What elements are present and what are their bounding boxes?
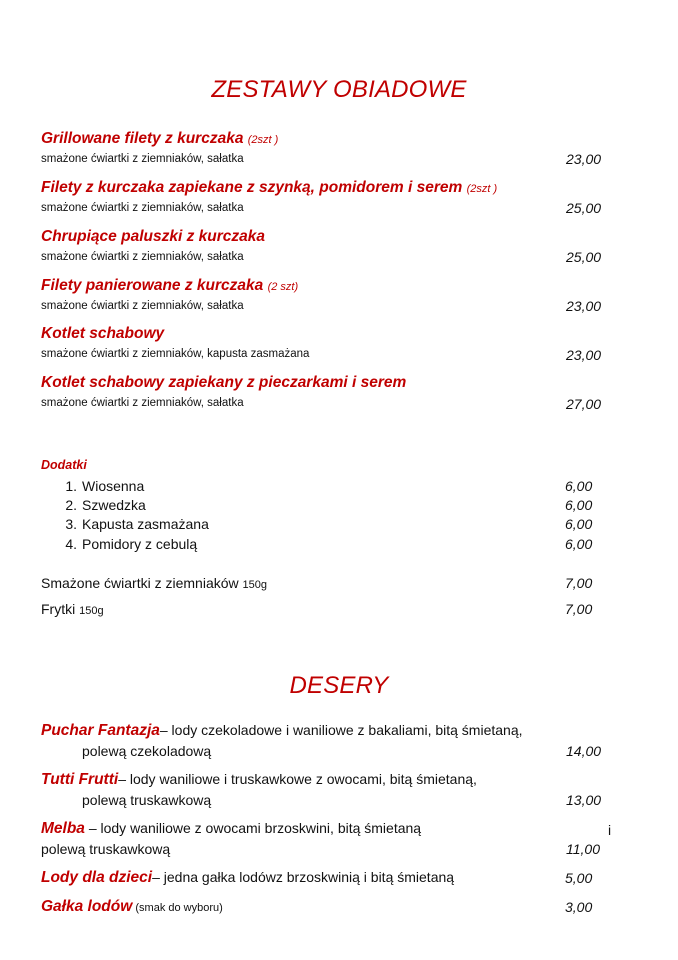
dessert-name: Puchar Fantazja [41, 722, 160, 739]
addon-price: 6,00 [565, 536, 593, 552]
addon-name: Kapusta zasmażana [82, 516, 209, 532]
dessert-price: 5,00 [565, 870, 593, 886]
dessert-description-stray: i [608, 822, 612, 838]
dessert-name: Melba [41, 820, 85, 837]
dessert-item [41, 820, 421, 838]
dessert-name: Gałka lodów [41, 898, 133, 915]
dessert-price: 14,00 [566, 743, 602, 759]
dessert-description-cont: polewą czekoladową [82, 743, 212, 759]
desserts-title: DESERY [289, 672, 389, 699]
dish-note: (2szt ) [466, 183, 498, 195]
addon-name: Wiosenna [82, 478, 145, 494]
dish-name: Filety panierowane z kurczaka (2 szt) [41, 277, 299, 294]
extra-item: Smażone ćwiartki z ziemniaków 150g [41, 575, 267, 591]
dessert-price: 3,00 [565, 899, 593, 915]
dish-name: Chrupiące paluszki z kurczaka [41, 228, 265, 245]
dish-name: Kotlet schabowy zapiekany z pieczarkami i serem [41, 374, 407, 391]
dish-name: Grillowane filety z kurczaka (2szt ) [41, 130, 279, 147]
addon-name: Pomidory z cebulą [82, 536, 198, 552]
addon-number: 2. [65, 497, 77, 513]
dish-price: 23,00 [566, 347, 602, 363]
dessert-item [41, 722, 523, 740]
dessert-description: – lody waniliowe i truskawkowe z owocami, bitą śmietaną, [118, 771, 477, 787]
dish-price: 25,00 [566, 249, 602, 265]
extra-price: 7,00 [565, 575, 593, 591]
dish-price: 27,00 [566, 396, 602, 412]
dish-price: 25,00 [566, 200, 602, 216]
dessert-name: Tutti Frutti [41, 771, 119, 788]
extra-weight: 150g [242, 579, 267, 591]
dessert-description: (smak do wyboru) [132, 902, 223, 914]
extra-price: 7,00 [565, 601, 593, 617]
addon-number: 1. [65, 478, 77, 494]
dessert-description: – jedna gałka lodówz brzoskwinią i bitą śmietaną [152, 869, 455, 885]
extra-item: Frytki 150g [41, 601, 104, 617]
lunch-sets-title: ZESTAWY OBIADOWE [211, 76, 467, 103]
dish-note: (2 szt) [267, 281, 299, 293]
dish-description: smażone ćwiartki z ziemniaków, sałatka [41, 397, 244, 409]
dish-note: (2szt ) [247, 134, 279, 146]
addon-price: 6,00 [565, 497, 593, 513]
dish-name: Filety z kurczaka zapiekane z szynką, pomidorem i serem (2szt ) [41, 179, 498, 196]
dessert-price: 11,00 [566, 841, 600, 857]
dessert-item [41, 869, 454, 887]
addon-number: 3. [65, 516, 77, 532]
addon-number: 4. [65, 536, 77, 552]
extra-weight: 150g [79, 605, 104, 617]
dessert-price: 13,00 [566, 792, 602, 808]
dessert-item [41, 771, 477, 789]
dish-price: 23,00 [566, 298, 602, 314]
dish-description: smażone ćwiartki z ziemniaków, sałatka [41, 300, 244, 312]
dessert-description: – lody waniliowe z owocami brzoskwini, bitą śmietaną [84, 820, 422, 836]
addon-price: 6,00 [565, 516, 593, 532]
dish-description: smażone ćwiartki z ziemniaków, sałatka [41, 202, 244, 214]
dish-description: smażone ćwiartki z ziemniaków, sałatka [41, 251, 244, 263]
dessert-description-cont: polewą truskawkową [41, 841, 171, 857]
dish-price: 23,00 [566, 151, 602, 167]
addon-name: Szwedzka [82, 497, 146, 513]
addon-price: 6,00 [565, 478, 593, 494]
dessert-description: – lody czekoladowe i waniliowe z bakaliami, bitą śmietaną, [159, 722, 523, 738]
dessert-description-cont: polewą truskawkową [82, 792, 212, 808]
dish-description: smażone ćwiartki z ziemniaków, kapusta zasmażana [41, 348, 310, 360]
addons-title: Dodatki [41, 458, 87, 472]
dessert-name: Lody dla dzieci [41, 869, 153, 886]
dessert-item [41, 898, 223, 916]
dish-name: Kotlet schabowy [41, 325, 165, 342]
dish-description: smażone ćwiartki z ziemniaków, sałatka [41, 153, 244, 165]
